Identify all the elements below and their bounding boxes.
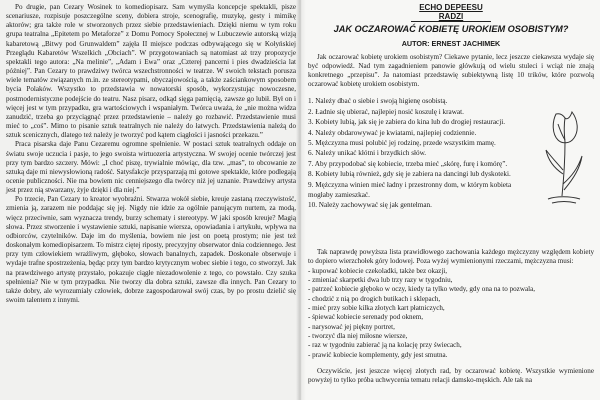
tips-list bbox=[308, 96, 533, 210]
behavior-item: - tworzyć dla niej miłosne wiersze, bbox=[308, 331, 408, 340]
tip-item: 1. Należy dbać o siebie i swoją higienę osobistą. bbox=[308, 97, 448, 106]
tip-item: 9. Mężczyzna winien mieć ładny i przestronny dom, w którym kobieta mogłaby zamieszkać. bbox=[308, 180, 512, 200]
tulip-drawing-icon bbox=[534, 104, 592, 216]
tip-item: 7. Aby przypodobać się kobiecie, trzeba mieć „skórę, furę i komórę”. bbox=[308, 159, 508, 168]
tip-item: 2. Ładnie się ubierać, najlepiej nosić koszulę i krawat. bbox=[308, 107, 464, 116]
section-two-paragraph: Tak naprawdę powyższa lista prawidłowego zachowania każdego mężczyzny względem kobiety to dopiero wierzchołek góry lodowej. Poza wyżej wymienionymi rzeczami, mężczyzna musi: bbox=[308, 248, 594, 266]
behavior-item: - mieć przy sobie kilka złotych kart płatniczych, bbox=[308, 303, 445, 312]
tips-section bbox=[308, 96, 594, 246]
tip-item: 8. Kobiety lubią również, gdy się je zabiera na dancingi lub dyskoteki. bbox=[308, 170, 511, 179]
tulip-leaf bbox=[546, 150, 563, 174]
right-page bbox=[300, 0, 600, 400]
article-title: JAK OCZAROWAĆ KOBIETĘ UROKIEM OSOBISTYM? bbox=[333, 24, 569, 34]
tulip-ground bbox=[552, 202, 576, 204]
section-two bbox=[308, 248, 594, 266]
tip-item: 3. Kobiety lubią, jak się je zabiera do kina lub do drogiej restauracji. bbox=[308, 118, 505, 127]
intro-paragraph: Jak oczarować kobietę urokiem osobistym? Ciekawe pytanie, lecz jeszcze ciekawsza wydaje się być odpowiedź. Nad tym zagadnieniem panowie główkują od wielu stuleci i wciąż nie znają konkretnego „przepisu”. Ja natomiast przedstawię subiektywną listę 10 trików, które pozwolą oczarować kobietę urokiem osobistym. bbox=[308, 53, 594, 89]
behavior-item: - zmieniać skarpetki dwa lub trzy razy w tygodniu, bbox=[308, 275, 453, 284]
left-paragraph: Po drugie, pan Cezary Wosinek to komediopisarz. Sam wymyśla koncepcje spektakli, pisze scenariusze, rozpisuje poszczególne sceny, dobiera stroje, scenografię, muzykę, gesty i mimikę aktorów; gra także role w stworzonych przez siebie przedstawieniach. Dzięki niemu w tym roku grupa teatralna „Epitetem po Metaforze” z Domu Pomocy Społecznej w Lubuczewie autorską wizją kabaretową „Bitwy pod Grunwaldem” zajęła II miejsce podczas odbywającego się w Kołyńskiej Przeglądu Kabaretów Wszelkich „Obciach”. W przygotowaniach są natomiast aż trzy propozycje spektakli tego autora: „Na melinie”, „Adam i Ewa” oraz „Czterej pancerni i pies dwadzieścia lat później”. Pan Cezary to prawdziwy twórca wszechstronności w teatrze. W swoich tekstach porusza wiele tematów związanych m.in. ze stereotypami, obyczajowością, a także zaściankowym sposobem bycia Polaków. Wszystko to przedstawia w nowatorski sposób, wykorzystując nowoczesne, postmodernistyczne podejście do teatru. Nasz pisarz, odkąd sięga pamięcią, zawsze go lubił. Był on i więcej jest w tym przypadku, gra wartościowych i wspaniałym. Twórca uważa, że „nie można widza zanudzić, trzeba go przyciągnąć przez przedstawienie – należy go rozbawić. Przedstawienie musi mieć to „coś”. Mimo to pisanie sztuk teatralnych nie należy do łatwych. Przedstawienia należą do sztuk scenicznych, dlatego też należy je tworzyć pod kątem ciągłości i jasności przekazu.” bbox=[6, 3, 296, 140]
left-article-body bbox=[6, 3, 296, 305]
left-paragraph: Praca pisarska daje Panu Cezaremu ogromne spełnienie. W postaci sztuk teatralnych oddaje on światu swoje uczucia i pasje, to jego swoista wirtuozeria artystyczna. W swojej ocenie twórczej jest przy tym bardzo szczery. Mówi: „I choć piszę, trywialnie mówiąc, dla tzw. „mas”, to obcowanie ze sztuką daje mi niewysłowioną radość. Satysfakcje przysparzają mi gotowe spektakle, które podlegają ocenie publiczności. Nie ma bowiem nic cenniejszego dla twórcy niż jej uznanie. Prawdziwy artysta jest przez nią stwarzany, żyje dzięki i dla niej.” bbox=[6, 140, 296, 195]
tulip-leaf bbox=[563, 156, 582, 190]
left-paragraph: Po trzecie, Pan Cezary to kreator wyobraźni. Stwarza wokół siebie, kreuje zastaną rzeczywistość, zmienia ją, zarazem nie poddając się jej. Nigdy nie idzie za ogólnie panującym nurtem, za modą, więcz przeciwnie, sam wyznacza trendy, burzy schematy i stereotypy. W jaki sposób kreuje? Magią słowa. Przez stworzenie i wystawienie sztuki, napisanie wiersza, opowiadania i artykułu, wpływa na odbiorców, czytelników. Daje im do myślenia, bowiem nie jest on poetą prostym; nie jest też doskonałym komediopisarzem. To mistrz ciętej riposty, precyzyjny obserwator dnia codziennego. Jest przy tym człowiekiem wrażliwym, głęboko, słowach banalnych, zapadek. Doskonale obserwuje i wydaje trafne spostrzeżenia, będąc przy tym bardzo krytycznym wobec siebie i tego, co stworzył. Jak na prawdziwego artystę przystało, pokazuje ciągłe niezadowolenie z tego, co powstało. Czy szuka spełnienia? Nie w tym przypadku. Nie tworzy dla dobra sztuki, zawsze dla innych. Pan Cezary to także dobry, ale wyrozumiały człowiek, dobrze zagospodarował swój czas, by po prostu dzielić się swoim talentem z innymi. bbox=[6, 195, 296, 304]
closing-section bbox=[308, 367, 594, 385]
behavior-item: - narysować jej piękny portret, bbox=[308, 322, 395, 331]
tip-item: 4. Należy obdarowywać je kwiatami, najlepiej codziennie. bbox=[308, 128, 477, 137]
tip-item: 5. Mężczyzna musi polubić jej rodzinę, przede wszystkim mamę. bbox=[308, 139, 496, 147]
tulip-ground bbox=[548, 197, 580, 199]
behavior-item: - patrzeć kobiecie głęboko w oczy, kiedy ta tylko wtedy, gdy ona na to pozwala, bbox=[308, 285, 535, 294]
article-intro bbox=[308, 53, 594, 89]
tip-item: 10. Należy zachowywać się jak gentelman. bbox=[308, 201, 432, 210]
tip-item: 6. Należy unikać kłótni i brzydkich słów. bbox=[308, 149, 427, 158]
behavior-item: - chodzić z nią po drogich butikach i sklepach, bbox=[308, 294, 441, 303]
closing-paragraph: Oczywiście, jest jeszcze więcej złotych rad, by oczarować kobietę. Wszystkie wymienione powyżej to tylko próba uchwycenia tematu relacji damsko-męskich. Ale tak na bbox=[308, 367, 594, 385]
tulip-petal bbox=[553, 112, 577, 143]
author-line: AUTOR: ERNEST JACHIMEK bbox=[401, 39, 501, 48]
behavior-item: - prawić kobiecie komplementy, gdy jest smutna. bbox=[308, 350, 448, 359]
behavior-item: - śpiewać kobiecie serenady pod oknem, bbox=[308, 313, 424, 322]
behaviors-list bbox=[308, 267, 594, 360]
behavior-item: - raz w tygodniu zabierać ją na kolację przy świecach, bbox=[308, 341, 462, 350]
column-header: ECHO DEPEESU RADZI bbox=[411, 3, 491, 22]
behavior-item: - kupować kobiecie czekoladki, także bez okazji, bbox=[308, 266, 448, 275]
